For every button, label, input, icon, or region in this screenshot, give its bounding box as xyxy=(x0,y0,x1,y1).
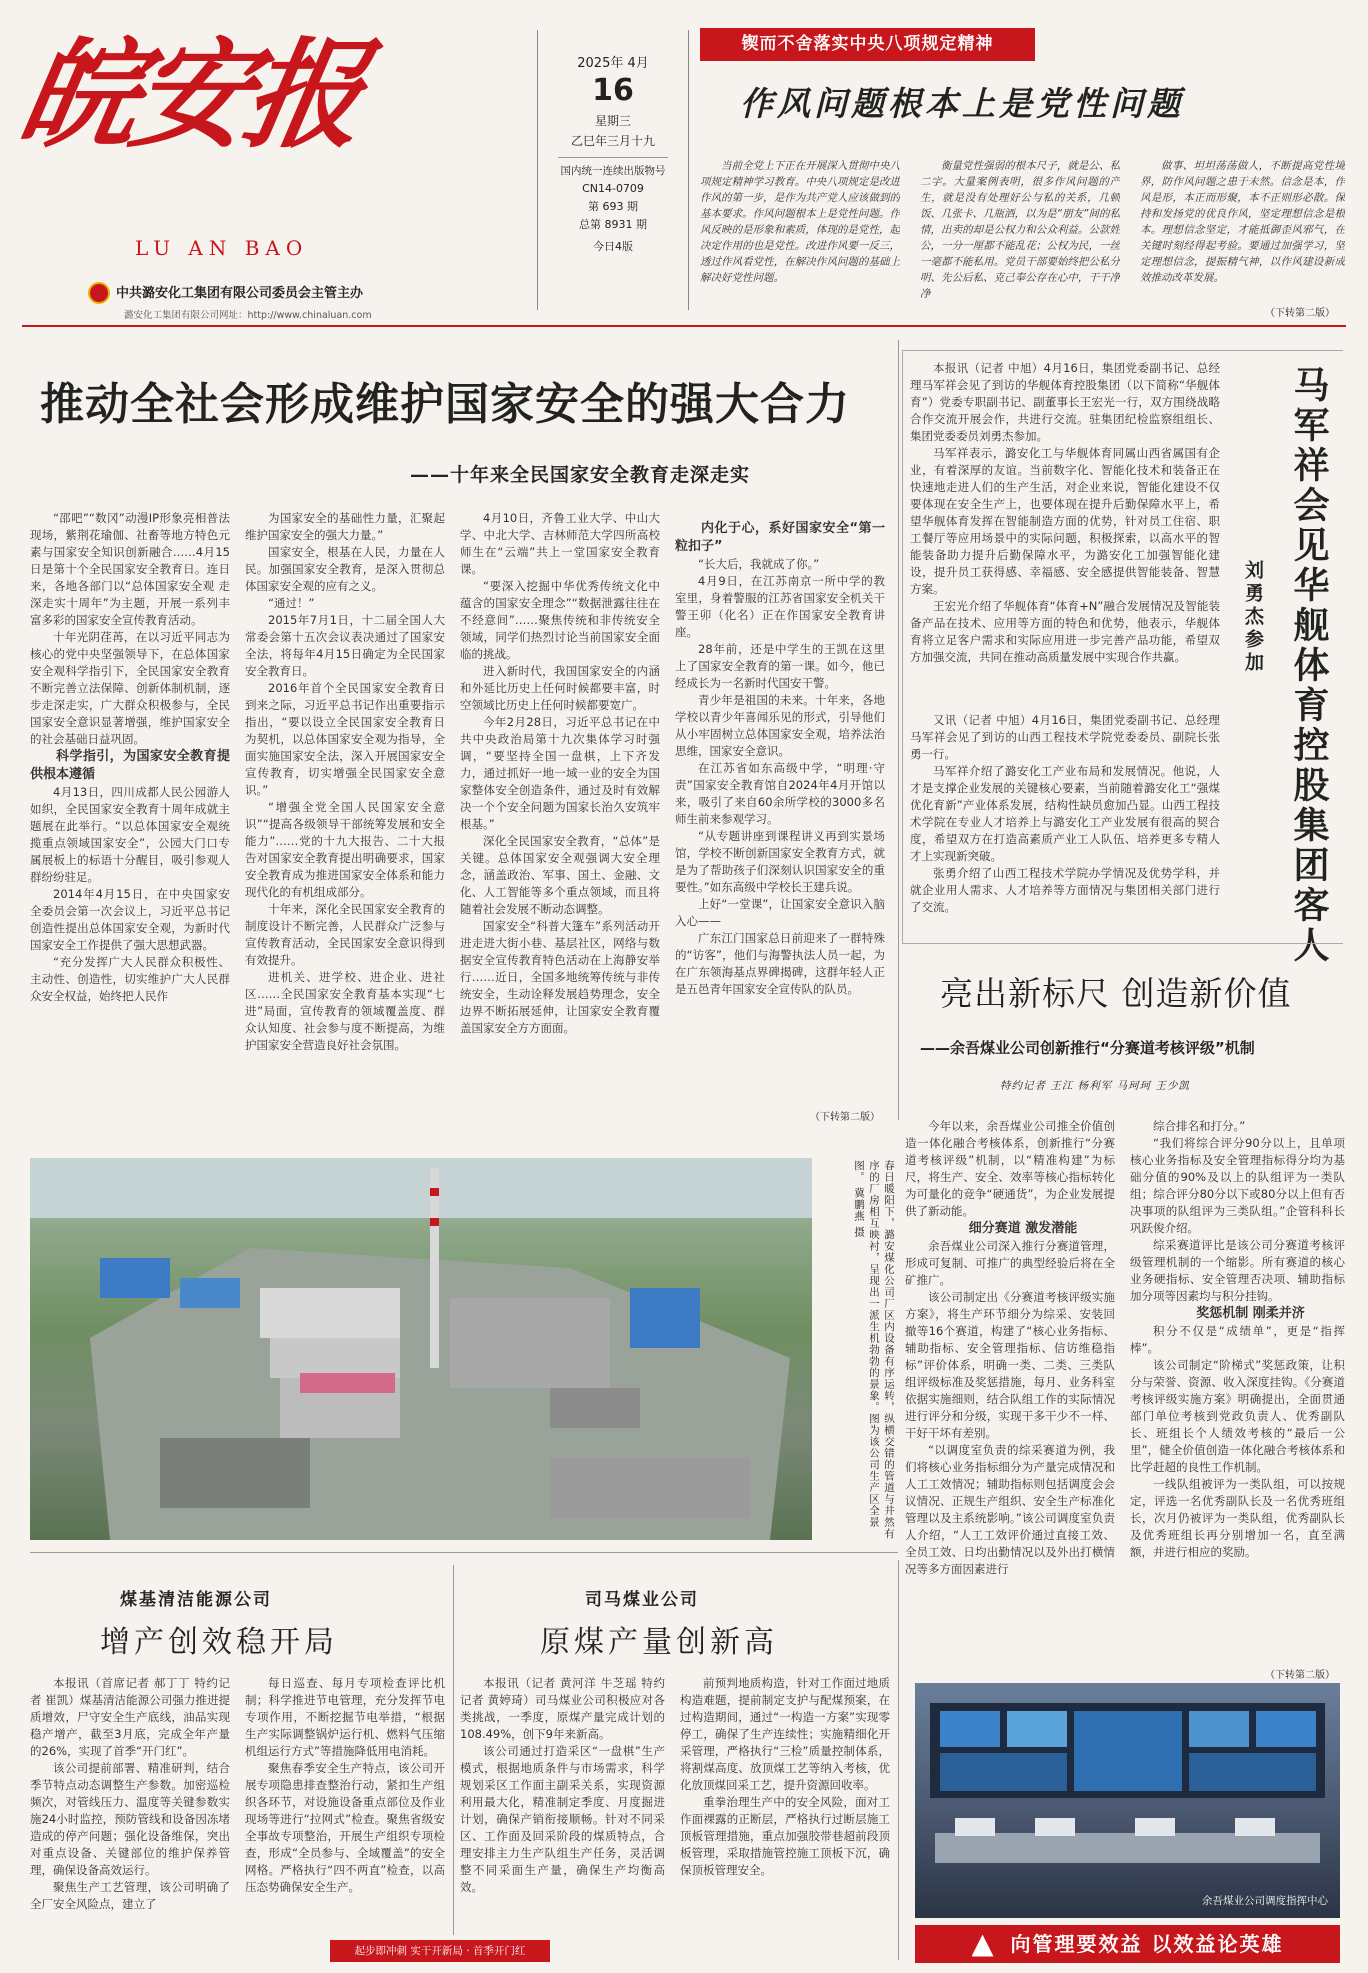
feature-subhead-1: 细分赛道 激发潜能 xyxy=(968,1221,1078,1236)
total-issue: 总第 8931 期 xyxy=(579,218,647,231)
bottom-left-col-1: 本报讯（首席记者 郝丁丁 特约记者 崔凯）煤基清洁能源公司强力推进提质增效，尸守安全生产底线，油品实现稳产增产，截至3月底，完成全年产量的26%，实现了首季“开门红”。 该公司提前部署、精准研判，结合季节特点动态调整生产参数。加密巡检频次，对管线压力、温度等关键参数实施24小时监控，预防管线和设备因冻堵造成的停产问题；强化设备维保，突出对重点设备、关键部位的维护保养管理，确保设备高效运行。 聚焦生产工艺管理，该公司明确了全厂安全风险点，建立了 xyxy=(30,1676,230,1911)
feature-headline: 亮出新标尺 创造新价值 xyxy=(940,974,1292,1013)
bottom-mid-headline: 原煤产量创新高 xyxy=(540,1625,778,1660)
dispatch-center-photo xyxy=(915,1683,1340,1918)
right-story-box-border xyxy=(902,350,1343,944)
banner-logo-icon xyxy=(972,1935,994,1957)
commentary-continued: （下转第二版） xyxy=(1265,308,1335,319)
serial-label: 国内统一连续出版物号 xyxy=(560,165,666,177)
feature-subtitle: ——余吾煤业公司创新推行“分赛道考核评级”机制 xyxy=(920,1039,1255,1057)
lead-headline: 推动全社会形成维护国家安全的强大合力 xyxy=(40,379,850,430)
industrial-plant-photo xyxy=(30,1158,812,1540)
commentary-banner: 锲而不舍落实中央八项规定精神 xyxy=(700,28,1035,61)
bottom-left-col-2: 每日巡查、每月专项检查评比机制；科学推进节电管理，充分发挥节电专项作用，不断挖掘节电举措，“根据生产实际调整锅炉运行机、燃料气压缩机组运行方式”等措施降低用电消耗。 聚焦春季安全生产特点，该公司开展专项隐患排查整治行动，紧扣生产组织各环节，对设施设备重点部位及作业现场等进行“拉网式”检查。聚焦省级安全事故专项整治，开展生产组织专项检查，形成“全员参与、全域覆盖”的安全网格。严格执行“四不两直”检查，以高压态势确保安全生产。 xyxy=(245,1676,445,1894)
bottom-mid-col-2: 前预判地质构造，针对工作面过地质构造难题，提前制定支护与配煤预案，在过构造期间，通过“一构造一方案”实现零停工，确保了生产连续性；实施精细化开采管理，严格执行“三检”质量控制体系，将割煤高度、放顶煤工艺等纳入考核，优化放顶煤回采工艺，提升资源回收率。 重拳治理生产中的安全风险，面对工作面裸露的正断层，严格执行过断层施工顶板管理措施，重点加强胶带巷超前段顶板管理，采取措施管控施工顶板下沉，确保顶板管理安全。 xyxy=(680,1676,890,1877)
photo-bottom-divider xyxy=(30,1552,898,1553)
newspaper-pinyin: LU AN BAO xyxy=(135,236,309,260)
right-story-text-a: 本报讯（记者 中旭）4月16日，集团党委副书记、总经理马军祥会见了到访的华舰体育控股集团（以下简称“华舰体育”）党委专职副书记、副董事长王宏光一行，双方围绕战略合作交流开展会作，共进行交流。驻集团纪检监察组组长、集团党委委员刘勇杰参加。 马军祥表示，潞安化工与华舰体育同属山西省属国有企业，有着深厚的友谊。当前数字化、智能化技术和装备正在快速地走进人们的生产生活，对企业来说，智能化建设不仅要体现在安全生产上，也要体现在提升后勤保障水平上，希望华舰体育发挥在智能制造方面的优势，针对员工住宿、职工餐厅等应用场景中的实际问题，积极探索，以高水平的智能装备助力提升后勤保障水平，为潞安化工加强智能化建设，提升员工获得感、幸福感、安全感提供智能装备、智慧方案。 王宏光介绍了华舰体育“体育+N”融合发展情况及智能装备产品在技术、应用等方面的特色和优势，他表示，华舰体育将立足客户需求和实际应用进一步完善产品功能，希望双方加强交流，共同在推动高质量发展中实现合作共赢。 xyxy=(910,361,1220,664)
date-lunar: 乙巳年三月十九 xyxy=(570,134,655,148)
right-story-vertical-headline: 马军祥会见华舰体育控股集团客人 xyxy=(1288,366,1330,966)
commentary-col-2: 衡量党性强弱的根本尺子，就是公、私二字。大量案例表明，很多作风问题的产生，就是没有处理好公与私的关系，几顿饭、几张卡、几瓶酒，以为是“朋友”间的私情，出卖的却是公权力和公众利益。公款姓公，一分一厘都不能乱花；公权为民，一丝一毫都不能私用。党员干部要始终把公私分明、先公后私、克己奉公存在心中，干干净净 xyxy=(920,160,1120,300)
lead-subtitle: ——十年来全民国家安全教育走深走实 xyxy=(410,464,751,486)
serial-number: CN14-0709 xyxy=(582,182,644,195)
bottom-mid-company: 司马煤业公司 xyxy=(585,1590,699,1610)
date-year-month: 2025年 4月 xyxy=(577,56,649,71)
lead-col-4: 内化于心，系好国家安全“第一粒扣子” “长大后，我就成了你。” 4月9日，在江苏南京一所中学的教室里，身着警服的江苏省国家安全机关干警王卯（化名）正在作国家安全教育讲座。 28年前，还是中学生的王凯在这里上了国家安全教育的第一课。如今，他已经成长为一名新时代国安干警。 青少年是祖国的未来。十年来，各地学校以青少年喜闻乐见的形式，引导他们从小牢固树立总体国家安全观，培养法治思维，国家安全意识。 在江苏省如东高级中学，“明理·守责”国家安全教育馆自2024年4月开馆以来，吸引了来自60余所学校的3000多名师生前来参观学习。 “从专题讲座到课程讲义再到实景场馆，学校不断创新国家安全教育方式，就是为了帮助孩子们深刻认识国家安全的重要性。”如东高级中学校长王建兵说。 上好“一堂课”，让国家安全意识入脑入心—— 广东江门国家总日前迎来了一群特殊的“访客”，他们与海警执法人员一起，为在广东领海基点界碑揭碑，这群年轻人正是五邑青年国家安全宣传队的队员。 xyxy=(675,521,885,996)
plant-illustration xyxy=(30,1158,812,1540)
issue-number: 第 693 期 xyxy=(588,200,638,213)
date-day: 16 xyxy=(592,73,634,108)
lead-col-2: 为国家安全的基础性力量，汇聚起维护国家安全的强大力量。” 国家安全，根基在人民，力量在人民。加强国家安全教育，是深入贯彻总体国家安全观的应有之义。 “通过！” 2015年7月1日，十二届全国人大常委会第十五次会议表决通过了国家安全法，将每年4月15日确定为全民国家安全教育日。 2016年首个全民国家安全教育日到来之际，习近平总书记作出重要指示指出，“要以设立全民国家安全教育日为契机，以总体国家安全观为指导，全面实施国家安全法，深入开展国家安全宣传教育，切实增强全民国家安全意识。” “增强全党全国人民国家安全意识”“提高各级领导干部统筹发展和安全能力”……党的十九大报告、二十大报告对国家安全教育提出明确要求，国家安全教育成为推进国家安全体系和能力现代化的有机组成部分。 十年来，深化全民国家安全教育的制度设计不断完善，人民群众广泛参与宣传教育活动，全民国家安全意识得到有效提升。 进机关、进学校、进企业、进社区……全民国家安全教育基本实现“七进”局面，宣传教育的领域覆盖度、群众认知度、社会参与度不断提高，为维护国家安全营造良好社会氛围。 xyxy=(245,511,445,1052)
masthead-divider xyxy=(22,325,1346,327)
feature-continued: （下转第二版） xyxy=(1265,1670,1335,1681)
lead-col-1: “邵吧”“数冈”动漫IP形象亮相普法现场，紫荆花瑜伽、社畜等地方特色元素与国家安全知识创新融合……4月15日是第十个全民国家安全教育日。连日来，各地各部门以“总体国家安全观 走深走实十周年”为主题，开展一系列丰富多彩的国家安全宣传教育活动。 十年光阴荏苒，在以习近平同志为核心的党中央坚强领导下，在总体国家安全观科学指引下，全民国家安全教育不断完善立法保障、创新体制机制，逐步走深走实，广大群众积极参与，全民国家安全意识显著增强，维护国家安全的社会基础日益巩固。 科学指引，为国家安全教育提供根本遵循 4月13日，四川成都人民公园游人如织，全民国家安全教育十周年成就主题展在此举行。“以总体国家安全观统揽重点领域国家安全”，公园大门口专属展板上的标语十分醒目，吸引参观人群纷纷驻足。 2014年4月15日，在中央国家安全委员会第一次会议上，习近平总书记创造性提出总体国家安全观，为新时代国家安全工作提供了强大思想武器。 “充分发挥广大人民群众积极性、主动性、创造性，切实维护广大人民群众安全权益，始终把人民作 xyxy=(30,511,230,1003)
party-emblem-icon xyxy=(88,282,110,304)
dispatch-photo-caption: 余吾煤业公司调度指挥中心 xyxy=(1202,1895,1328,1907)
feature-subhead-2: 奖惩机制 刚柔并济 xyxy=(1196,1306,1305,1321)
date-weekday: 星期三 xyxy=(594,114,631,128)
banner-text: 向管理要效益 以效益论英雄 xyxy=(1010,1932,1284,1956)
feature-byline: 特约记者 王江 杨利军 马珂珂 王少凯 xyxy=(1000,1080,1190,1092)
right-story-vertical-byline: 刘勇杰参加 xyxy=(1242,560,1264,675)
commentary-title: 作风问题根本上是党性问题 xyxy=(740,84,1184,123)
bottom-left-company: 煤基清洁能源公司 xyxy=(120,1590,272,1610)
feature-col-1: 今年以来，余吾煤业公司推全价值创造一体化融合考核体系，创新推行“分赛道考核评级”机制，以“精准构建”为标尺，将生产、安全、效率等核心指标转化为可量化的竞争“硬通货”，为企业发展提供了新动能。 细分赛道 激发潜能 余吾煤业公司深入推行分赛道管理，形成可复制、可推广的典型经验后将在全矿推广。 该公司制定出《分赛道考核评级实施方案》，将生产环节细分为综采、安装回撤等16个赛道，构建了“核心业务指标、辅助指标、安全管理指标、信访维稳指标”评价体系，明确一类、二类、三类队组评级标准及奖惩措施，每月、业务科室依据实施细则，结合队组工作的实际情况进行评分和分级，实现干多干少不一样、干好干坏有差别。 “以调度室负责的综采赛道为例，我们将核心业务指标细分为产量完成情况和人工工效情况；辅助指标则包括调度会会议情况、正规生产组织、安全生产标准化管理以及主系统影响。”该公司调度室负责人介绍，“人工工效评价通过直接工效、全员工效、日均出勤情况以及外出打横情况等多方面因素进行 xyxy=(905,1119,1115,1576)
photo-caption: 春日暖阳下，潞安煤化公司厂区内设备有序运转，纵横交错的管道与井然有序的厂房相互映衬，呈现出一派生机勃勃的景象。图为该公司生产区全景图。 冀鹏燕 摄 xyxy=(853,1160,895,1540)
bottom-mid-col-1: 本报讯（记者 黄河洋 牛芝瑶 特约记者 黄婷琦）司马煤业公司积极应对各类挑战，一季度，原煤产量完成计划的108.49%，创下9年来新高。 该公司通过打造采区“一盘棋”生产模式，根据地质条件与市场需求，科学规划采区工作面主副采关系，实现资源利用最大化，精准制定季度、月度掘进计划，确保产销衔接顺畅。针对不同采区、工作面及回采阶段的煤质特点，合理安排主力生产队组生产任务，灵活调整不同采面生产量，确保生产均衡高效。 xyxy=(460,1676,665,1894)
lead-col-3: 4月10日，齐鲁工业大学、中山大学、中北大学、吉林师范大学四所高校师生在“云端”共上一堂国家安全教育课。 “要深入挖掘中华优秀传统文化中蕴含的国家安全理念”“数据泄露往往在不经意间”……聚焦传统和非传统安全领域，同学们热烈讨论当前国家安全面临的挑战。 进入新时代，我国国家安全的内涵和外延比历史上任何时候都要丰富，时空领域比历史上任何时候都要宽广。 今年2月28日，习近平总书记在中共中央政治局第十九次集体学习时强调，“要坚持全国一盘棋，上下齐发力，通过抓好一地一域一业的安全为国家整体安全创造条件，通过及时有效解决一个个安全问题为国家长治久安筑牢根基。” 深化全民国家安全教育，“总体”是关键。总体国家安全观强调大安全理念，涵盖政治、军事、国土、金融、文化、人工智能等多个重点领域，而且将随着社会发展不断动态调整。 国家安全“科普大篷车”系列活动开进走进大街小巷、基层社区，网络与数据安全宣传教育特色活动在上海静安举行……近日，全国多地统筹传统与非传统安全，生动诠释发展趋势理念，安全边界不断拓展延伸，让国家安全教育覆盖国家安全方方面面。 xyxy=(460,511,660,1035)
bottom-right-rule xyxy=(898,1560,899,1960)
bottom-left-slogan: 起步即冲刺 实干开新局 · 首季开门红 xyxy=(330,1940,550,1962)
dateline-box xyxy=(537,30,689,310)
page-count: 今日4版 xyxy=(593,240,633,253)
feature-col-2: 综合排名和打分。” “我们将综合评分90分以上，且单项核心业务指标及安全管理指标得分均为基础分值的90%及以上的队组评为一类队组；综合评分80分以下或80分以上但有否决事项的队组评为三类队组。”企管科科长巩跃俊介绍。 综采赛道评比是该公司分赛道考核评级管理机制的一个缩影。所有赛道的核心业务硬指标、安全管理否决项、辅助指标加分项等因素均与积分挂钩。 奖惩机制 刚柔并济 积分不仅是“成绩单”，更是“指挥棒”。 该公司制定“阶梯式”奖惩政策，让积分与荣誉、资源、收入深度挂钩。《分赛道考核评级实施方案》明确提出，全面贯通部门单位考核到党政负责人、优秀副队长、班组长个人绩效考核的“最后一公里”，健全价值创造一体化融合考核体系和比学赶超的良性工作机制。 一线队组被评为一类队组，可以按规定，评选一名优秀副队长及一名优秀班组长，次月仍被评为一类队组，优秀副队长及优秀班组长再分别增加一名，直至满额，并进行相应的奖励。 xyxy=(1130,1119,1345,1559)
commentary-col-3: 做事、坦坦荡荡做人，不断提高党性境界，防作风问题之患于未然。信念是本，作风是形，本正而形聚，本不正则形必散。保持和发扬党的优良作风，坚定理想信念是根本。理想信念坚定，才能抵御歪风邪气，在关键时刻经得起考验。要通过加强学习，坚定理想信念，提振精气神，以作风建设新成效推动改革发展。 xyxy=(1140,160,1345,284)
dispatch-illustration xyxy=(915,1683,1340,1918)
sponsor-line: 中共潞安化工集团有限公司委员会主管主办 xyxy=(116,286,364,301)
bottom-left-headline: 增产创效稳开局 xyxy=(100,1625,338,1660)
website-line: 潞安化工集团有限公司网址：http://www.chinaluan.com xyxy=(124,310,372,321)
lead-subhead-1: 科学指引，为国家安全教育提供根本遵循 xyxy=(30,749,230,782)
commentary-col-1: 当前全党上下正在开展深入贯彻中央八项规定精神学习教育。中央八项规定是改进作风的第一步，是作为共产党人应该做到的基本要求。作风问题根本上是党性问题。作风反映的是形象和素质，体现的是党性，起决定作用的也是党性。改进作风要一反三，透过作风看党性，在解决作风问题的基础上解决好党性问题。 xyxy=(700,160,900,284)
right-story-text-b: 又讯（记者 中旭）4月16日，集团党委副书记、总经理马军祥会见了到访的山西工程技术学院党委委员、副院长张勇一行。 马军祥介绍了潞安化工产业布局和发展情况。他说，人才是支撑企业发展的关键核心要素，当前随着潞安化工“强煤优化育新”产业体系发展，结构性缺员愈加凸显。山西工程技术学院在专业人才培养上与潞安化工产业发展有很高的契合度，希望双方在打造高素质产业工人队伍、培养更多专精人才上实现新突破。 张勇介绍了山西工程技术学院办学情况及优势学科，并就企业用人需求、人才培养等方面情况与集团相关部门进行了交流。 xyxy=(910,713,1220,914)
lead-subhead-2: 内化于心，系好国家安全“第一粒扣子” xyxy=(675,521,885,554)
newspaper-logo: 皖安报 xyxy=(9,25,371,164)
lead-continued: （下转第二版） xyxy=(810,1112,880,1123)
bottom-right-banner xyxy=(915,1925,1340,1963)
lead-right-rule xyxy=(898,340,899,1120)
bottom-mid-rule xyxy=(453,1565,454,1935)
